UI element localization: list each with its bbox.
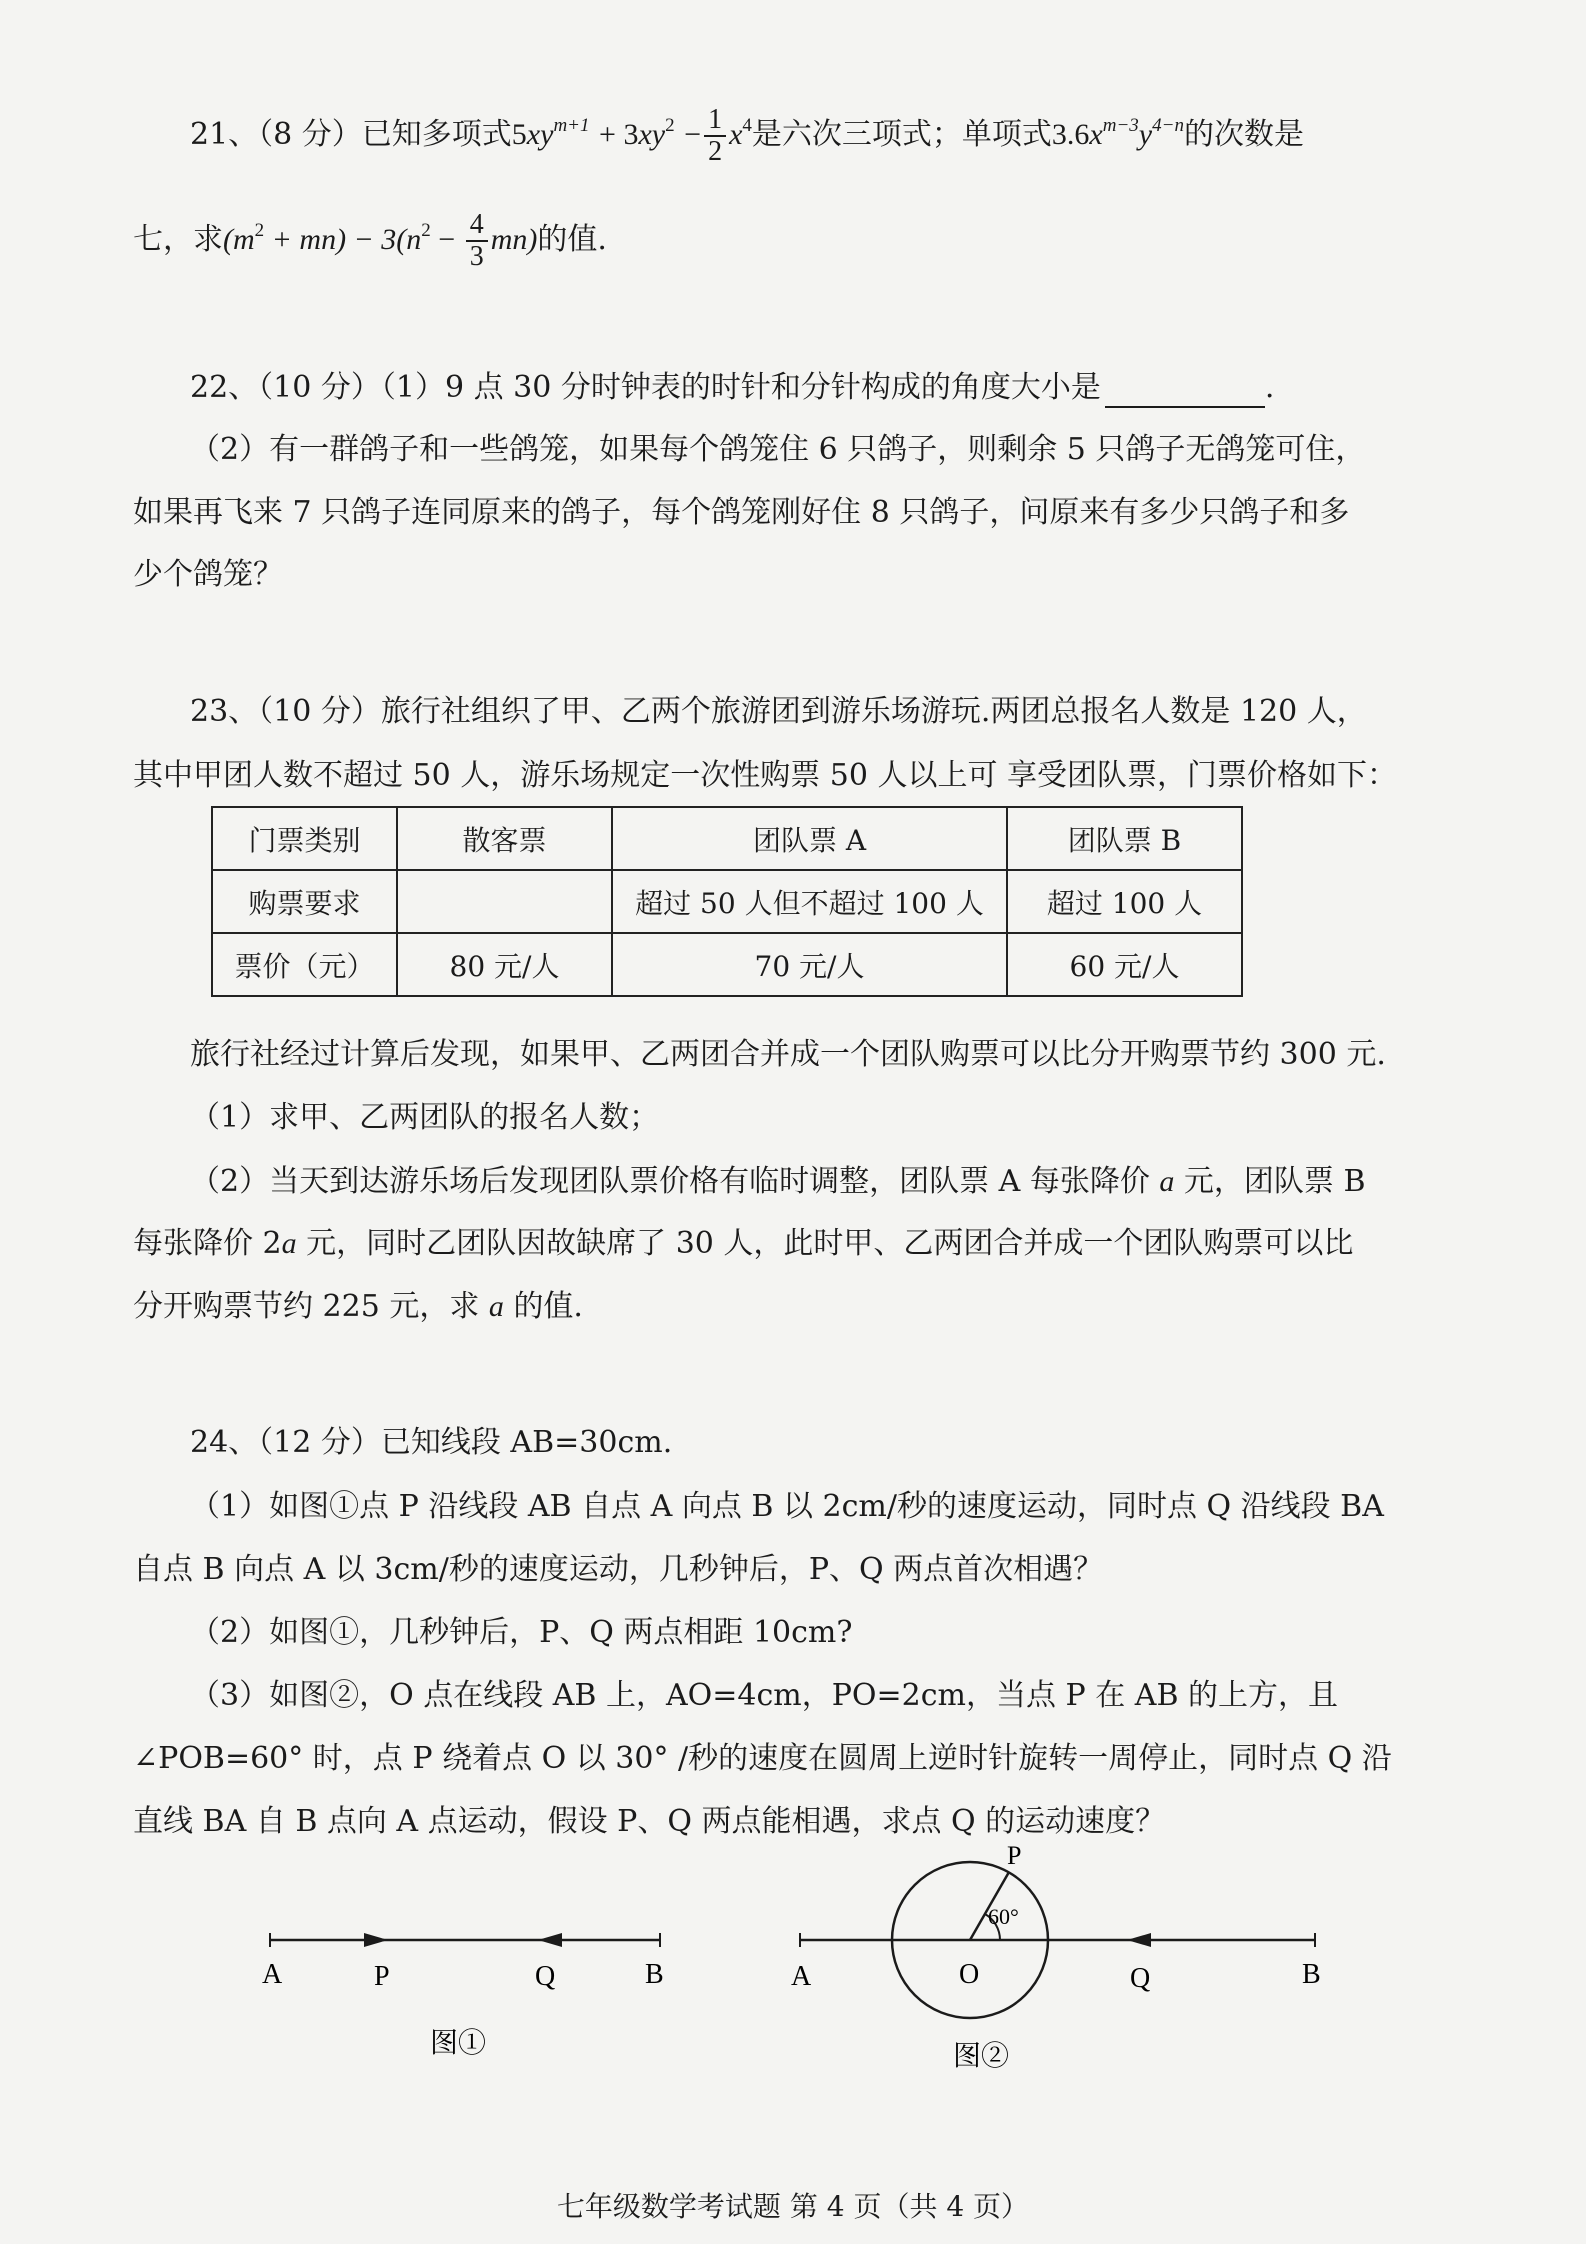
q21-exp-4n: 4−n — [1152, 115, 1184, 136]
q21-var-y: y — [540, 118, 554, 151]
q24-line1: 24、（12 分）已知线段 AB=30cm. — [190, 1425, 673, 1460]
q21-var-y2: y — [651, 118, 666, 151]
label-a: A — [791, 1961, 812, 1992]
q22-line1 — [190, 368, 1274, 408]
q21-lead: 21、（8 分）已知多项式 — [190, 117, 512, 152]
table-cell: 80 元/人 — [397, 933, 612, 996]
table-cell: 票价（元） — [212, 933, 397, 996]
q21-var-x4: x — [1089, 118, 1103, 151]
q23-line6 — [133, 1224, 1353, 1264]
table-cell: 购票要求 — [212, 870, 397, 933]
q23-var-a: a — [1159, 1165, 1175, 1198]
q21-expr-c: − — [430, 223, 463, 256]
q21-coef: 5 — [511, 118, 527, 151]
label-p: P — [374, 1961, 390, 1992]
q23-var-a3: a — [488, 1290, 504, 1323]
arrow-left-icon — [1127, 1933, 1151, 1947]
q21-exp-2: 2 — [665, 115, 675, 136]
q21-var-x: x — [526, 118, 541, 151]
angle-label: 60° — [988, 1904, 1019, 1929]
arrow-right-icon — [364, 1933, 388, 1947]
arrow-left-icon — [538, 1933, 562, 1947]
q21-half-den: 2 — [708, 136, 723, 167]
figure-1 — [250, 1905, 680, 2075]
q21-plus3: + 3 — [599, 118, 639, 151]
q21-expr-sq2: 2 — [421, 220, 431, 241]
q23-var-a2: a — [281, 1227, 297, 1260]
table-cell: 超过 100 人 — [1007, 870, 1242, 933]
q21-line1 — [190, 105, 1304, 167]
table-row — [212, 807, 1242, 870]
q24-line4: （2）如图①，几秒钟后，P、Q 两点相距 10cm? — [190, 1615, 853, 1650]
label-a: A — [262, 1959, 283, 1990]
q23-line5 — [190, 1162, 1366, 1202]
q21-mid: 是六次三项式；单项式 — [751, 117, 1052, 152]
q21-tail: 的次数是 — [1183, 117, 1304, 152]
table-row — [212, 933, 1242, 996]
ticket-price-table — [211, 806, 1243, 997]
q21-var-y3: y — [1138, 118, 1153, 151]
label-q: Q — [1130, 1963, 1151, 1994]
q21-frac-num: 4 — [466, 210, 488, 242]
q22-line2: （2）有一群鸽子和一些鸽笼，如果每个鸽笼住 6 只鸽子，则剩余 5 只鸽子无鸽笼可住， — [190, 432, 1366, 467]
label-p: P — [1007, 1841, 1022, 1870]
q21-expr-d: mn) — [490, 223, 538, 256]
figure-2 — [775, 1840, 1335, 2080]
q22-line1-end: . — [1264, 370, 1275, 405]
q23-line7 — [133, 1287, 583, 1327]
q22-line1-text: 22、（10 分）（1）9 点 30 分时钟表的时针和分针构成的角度大小是 — [190, 370, 1101, 405]
q21-line2-tail: 的值. — [537, 222, 607, 257]
table-row — [212, 870, 1242, 933]
q21-line2-lead: 七，求 — [133, 222, 223, 257]
q21-line2 — [133, 210, 607, 272]
q21-expr-sq1: 2 — [254, 220, 265, 241]
q21-half-fraction — [704, 105, 726, 167]
q21-exp-m1: m+1 — [553, 115, 590, 136]
label-o: O — [959, 1959, 980, 1990]
q21-var-x3: x — [729, 118, 743, 151]
q24-line2: （1）如图①点 P 沿线段 AB 自点 A 向点 B 以 2cm/秒的速度运动，同时点 Q 沿线段 BA — [190, 1489, 1384, 1524]
table-cell: 70 元/人 — [612, 933, 1007, 996]
q23-line7-b: 的值. — [513, 1289, 583, 1324]
q21-minus: − — [684, 118, 702, 151]
q24-line5: （3）如图②，O 点在线段 AB 上，AO=4cm，PO=2cm，当点 P 在 AB 的上方，且 — [190, 1678, 1339, 1713]
q23-line7-a: 分开购票节约 225 元，求 — [133, 1289, 480, 1324]
page-footer: 七年级数学考试题 第 4 页（共 4 页） — [556, 2190, 1030, 2223]
q21-exp-m3: m−3 — [1102, 115, 1139, 136]
q24-line6: ∠POB=60° 时，点 P 绕着点 O 以 30° /秒的速度在圆周上逆时针旋转一周停止，同时点 Q 沿 — [133, 1741, 1392, 1776]
q22-line4: 少个鸽笼？ — [133, 557, 283, 592]
q23-line6-a: 每张降价 2 — [133, 1226, 282, 1261]
q21-expr-b: + mn) − 3(n — [264, 223, 422, 256]
figure-1-caption: 图① — [430, 2026, 487, 2059]
q21-expr-a: (m — [223, 223, 255, 256]
table-cell: 团队票 B — [1007, 807, 1242, 870]
q21-exp-4: 4 — [742, 115, 752, 136]
q21-coef36: 3.6 — [1051, 118, 1090, 151]
q21-var-x2: x — [638, 118, 652, 151]
q23-line5-b: 元，团队票 B — [1183, 1164, 1366, 1199]
q24-line3: 自点 B 向点 A 以 3cm/秒的速度运动，几秒钟后，P、Q 两点首次相遇？ — [133, 1552, 1104, 1587]
q23-line3: 旅行社经过计算后发现，如果甲、乙两团合并成一个团队购票可以比分开购票节约 300 元. — [190, 1037, 1386, 1072]
label-b: B — [1302, 1959, 1321, 1990]
table-cell — [397, 870, 612, 933]
figure-2-caption: 图② — [953, 2039, 1010, 2072]
table-cell: 散客票 — [397, 807, 612, 870]
q23-line6-b: 元，同时乙团队因故缺席了 30 人，此时甲、乙两团合并成一个团队购票可以比 — [296, 1226, 1354, 1261]
q23-line4: （1）求甲、乙两团队的报名人数； — [190, 1100, 660, 1135]
label-q: Q — [535, 1961, 556, 1992]
table-cell: 门票类别 — [212, 807, 397, 870]
q21-four-thirds — [466, 210, 488, 272]
q23-line2: 其中甲团人数不超过 50 人，游乐场规定一次性购票 50 人以上可 享受团队票，门票价格如下： — [133, 758, 1398, 793]
q21-frac-den: 3 — [469, 241, 484, 272]
q22-line3: 如果再飞来 7 只鸽子连同原来的鸽子，每个鸽笼刚好住 8 只鸽子，问原来有多少只鸽子和多 — [133, 495, 1350, 530]
q22-answer-blank[interactable] — [1105, 378, 1265, 408]
q23-line1: 23、（10 分）旅行社组织了甲、乙两个旅游团到游乐场游玩.两团总报名人数是 120 人， — [190, 694, 1367, 729]
table-cell: 团队票 A — [612, 807, 1007, 870]
table-cell: 超过 50 人但不超过 100 人 — [612, 870, 1007, 933]
q23-line5-a: （2）当天到达游乐场后发现团队票价格有临时调整，团队票 A 每张降价 — [190, 1164, 1150, 1199]
label-b: B — [645, 1959, 664, 1990]
q24-line7: 直线 BA 自 B 点向 A 点运动，假设 P、Q 两点能相遇，求点 Q 的运动速度？ — [133, 1804, 1166, 1839]
table-cell: 60 元/人 — [1007, 933, 1242, 996]
q21-half-num: 1 — [704, 105, 726, 137]
